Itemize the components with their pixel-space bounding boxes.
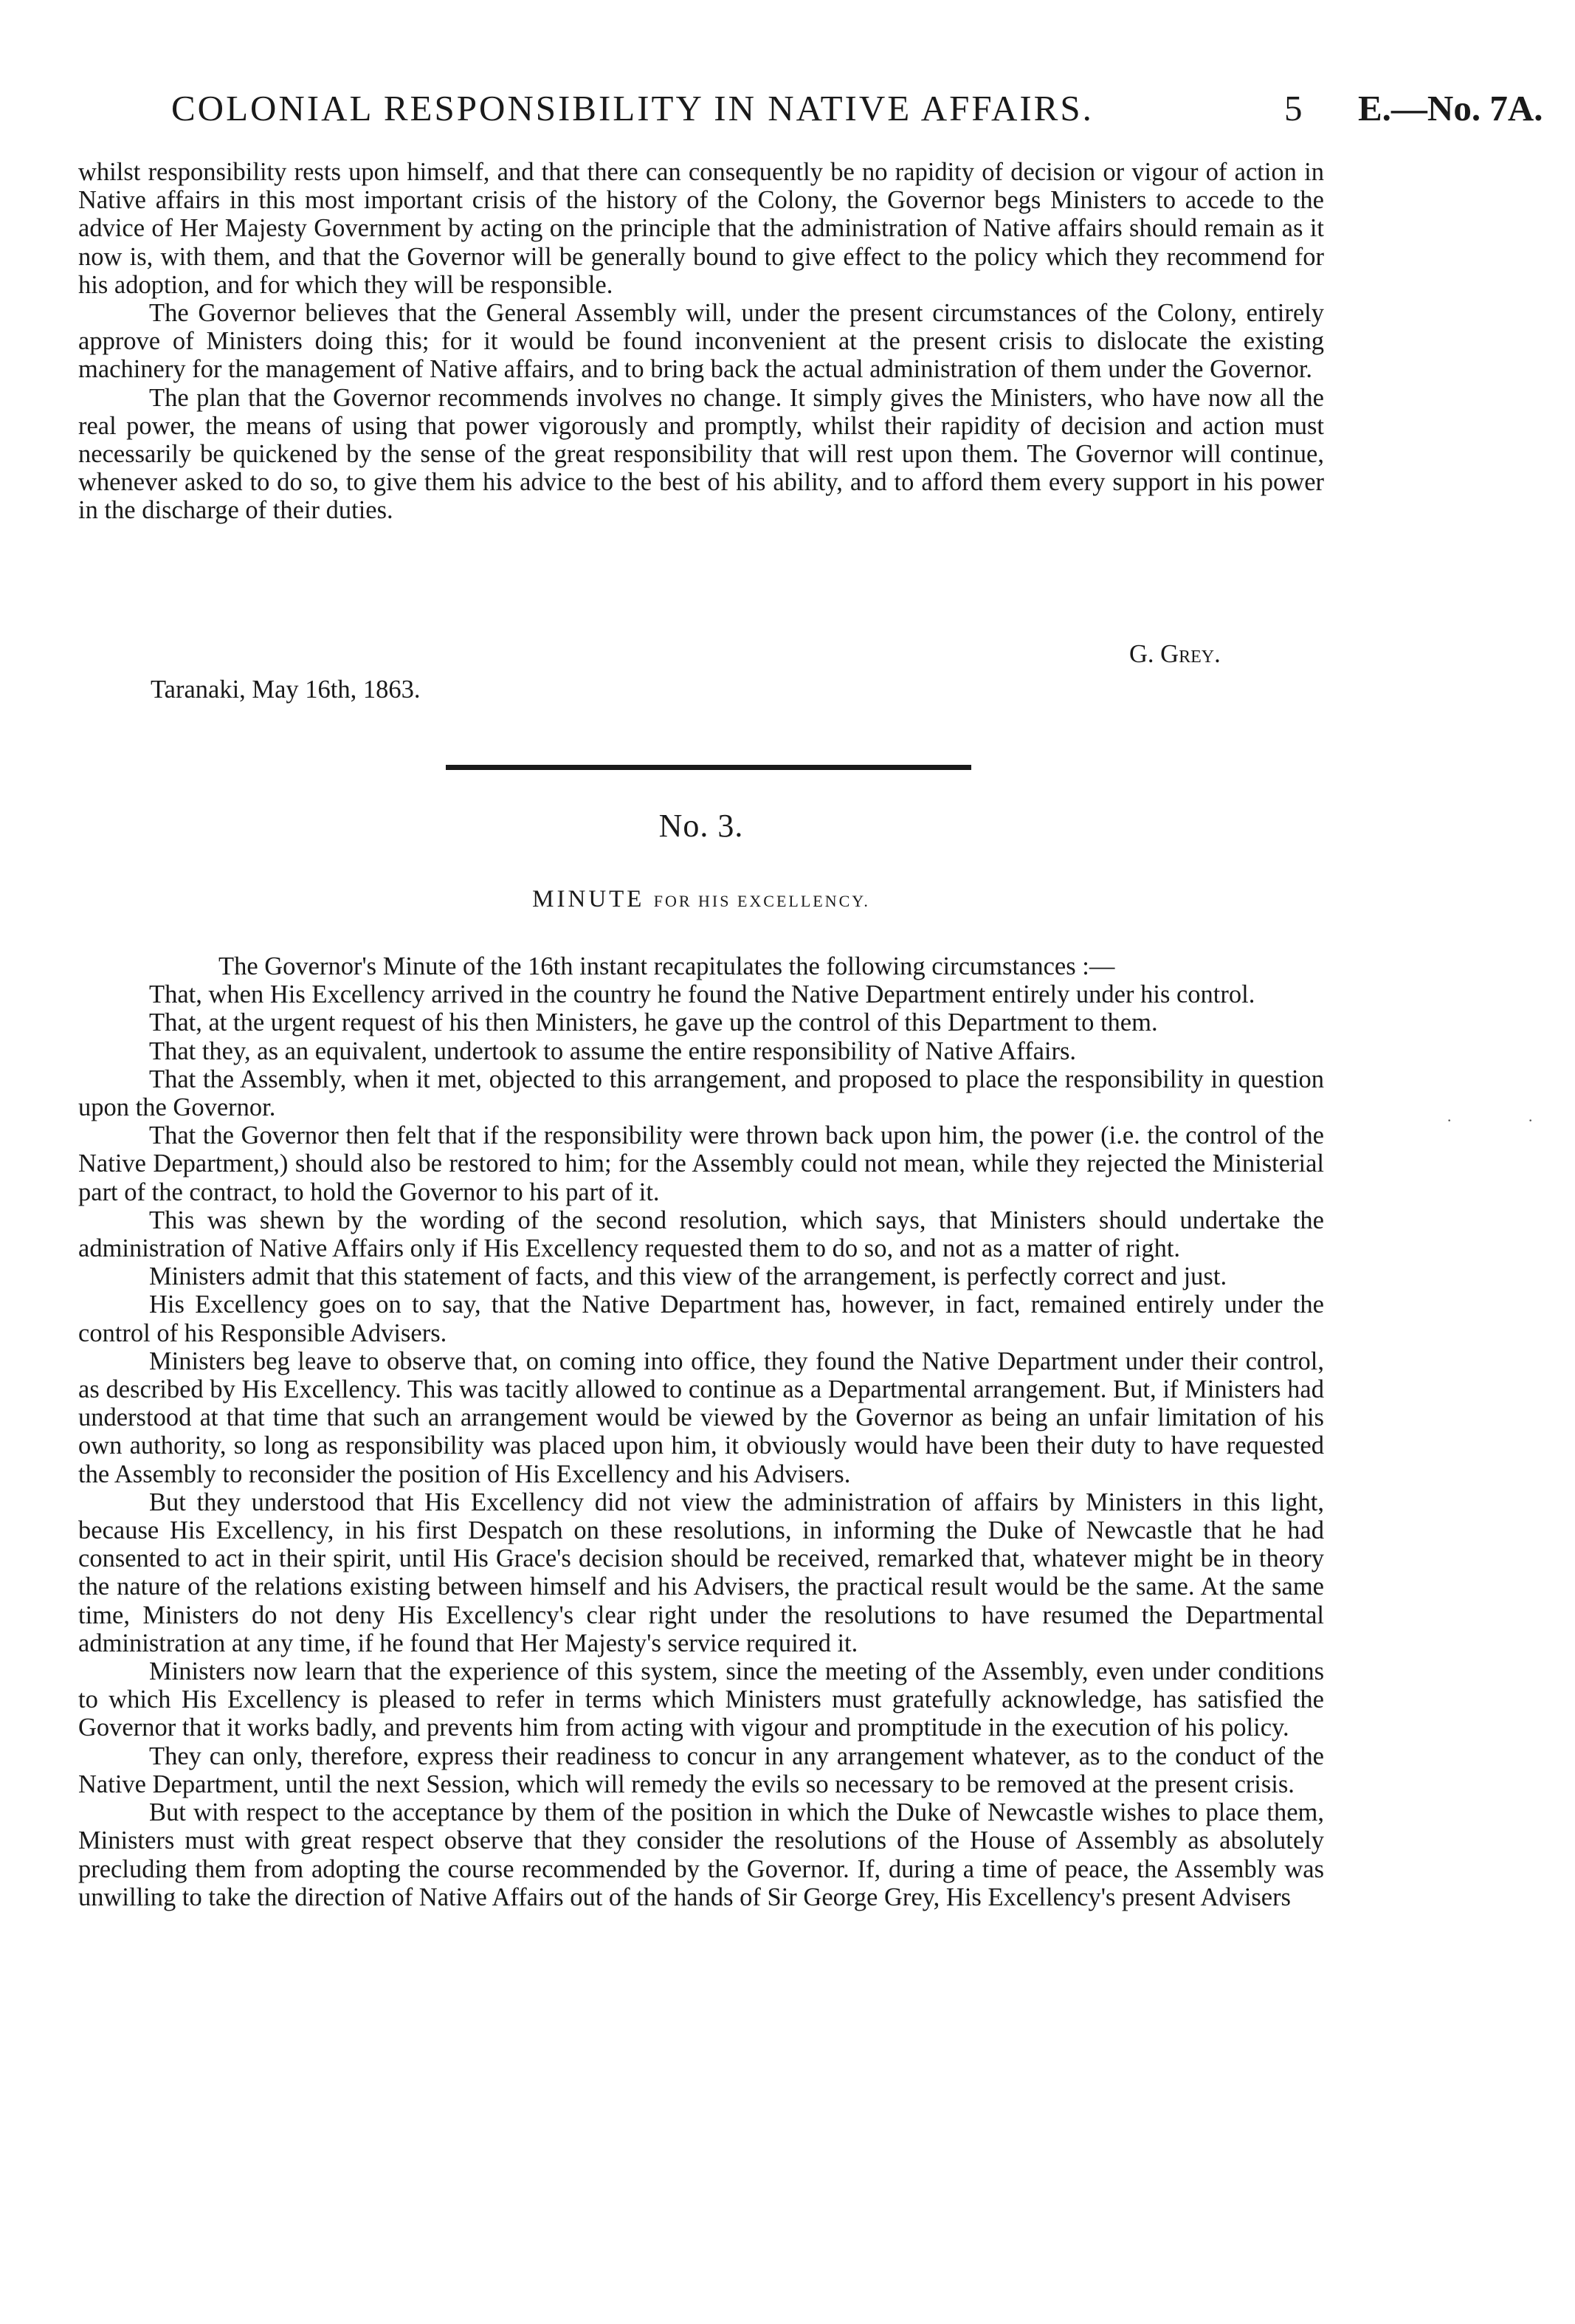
- paragraph: That, when His Excellency arrived in the country he found the Native Department entirely under his control.: [149, 980, 1255, 1009]
- section-divider-rule: [446, 765, 971, 770]
- paragraph: That, at the urgent request of his then Ministers, he gave up the control of this Department to them.: [149, 1008, 1158, 1037]
- paragraph: Ministers now learn that the experience of this system, since the meeting of the Assembly, even under conditions to which His Excellency is pleased to refer in terms which Ministers must gratefully acknowledge, has satisfied the Governor that it works badly, and prevents him from acting with vigour and promptitude in the execution of his policy.: [78, 1657, 1324, 1742]
- minute-heading-sub: FOR HIS EXCELLENCY.: [653, 892, 870, 910]
- place-date-line: Taranaki, May 16th, 1863.: [151, 675, 421, 704]
- paragraph: whilst responsibility rests upon himself, and that there can consequently be no rapidity of decision or vigour of action in Native affairs in this most important crisis of the history of the Colony, the Governor begs Ministers to accede to the advice of Her Majesty Government by acting on the principle that the administration of Native affairs should remain as it now is, with them, and that the Governor will be generally bound to give effect to the policy which they recommend for his adoption, and for which they will be responsible.: [78, 158, 1324, 299]
- section2-body: [78, 952, 1324, 1911]
- document-number: No. 3.: [658, 808, 744, 844]
- document-reference: E.—No. 7A.: [1358, 88, 1543, 128]
- paragraph: The Governor believes that the General Assembly will, under the present circumstances of the Colony, entirely approve of Ministers doing this; for it would be found inconvenient at the present crisis to dislocate the existing machinery for the management of Native affairs, and to bring back the actual administration of them under the Governor.: [78, 299, 1324, 384]
- margin-speck: ·: [1528, 1111, 1534, 1130]
- paragraph: They can only, therefore, express their readiness to concur in any arrangement whatever, as to the conduct of the Native Department, until the next Session, which will remedy the evils so necessary to be removed at the present crisis.: [78, 1742, 1324, 1798]
- margin-speck: ·: [1447, 1111, 1452, 1130]
- paragraph: Ministers beg leave to observe that, on coming into office, they found the Native Department under their control, as described by His Excellency. This was tacitly allowed to continue as a Departmental arrangement. But, if Ministers had understood at that time that such an arrangement would be viewed by the Governor as being an unfair limitation of his own authority, so long as responsibility was placed upon him, it obviously would have been their duty to have requested the Assembly to reconsider the position of His Excellency and his Advisers.: [78, 1347, 1324, 1488]
- signature: G. Grey.: [1129, 640, 1221, 668]
- paragraph: The Governor's Minute of the 16th instant recapitulates the following circumstances :—: [218, 952, 1115, 980]
- paragraph: That the Assembly, when it met, objected to this arrangement, and proposed to place the responsibility in question upon the Governor.: [78, 1065, 1324, 1122]
- paragraph: But with respect to the acceptance by them of the position in which the Duke of Newcastle wishes to place them, Ministers must with great respect observe that they consider the resolutions of the House of Assembly as absolutely precluding them from adopting the course recommended by the Governor. If, during a time of peace, the Assembly was unwilling to take the direction of Native Affairs out of the hands of Sir George Grey, His Excellency's present Advisers: [78, 1798, 1324, 1911]
- paragraph: This was shewn by the wording of the second resolution, which says, that Ministers should undertake the administration of Native Affairs only if His Excellency requested them to do so, and not as a matter of right.: [78, 1206, 1324, 1263]
- paragraph: His Excellency goes on to say, that the Native Department has, however, in fact, remained entirely under the control of his Responsible Advisers.: [78, 1290, 1324, 1347]
- paragraph: That the Governor then felt that if the responsibility were thrown back upon him, the power (i.e. the control of the Native Department,) should also be restored to him; for the Assembly could not mean, while they rejected the Ministerial part of the contract, to hold the Governor to his part of it.: [78, 1121, 1324, 1206]
- paragraph: The plan that the Governor recommends involves no change. It simply gives the Ministers, who have now all the real power, the means of using that power vigorously and promptly, whilst their rapidity of decision and action must necessarily be quickened by the sense of the great responsibility that will rest upon them. The Governor will continue, whenever asked to do so, to give them his advice to the best of his ability, and to afford them every support in his power in the discharge of their duties.: [78, 383, 1324, 525]
- paragraph: Ministers admit that this statement of facts, and this view of the arrangement, is perfectly correct and just.: [149, 1262, 1227, 1291]
- running-header-title: COLONIAL RESPONSIBILITY IN NATIVE AFFAIRS.: [171, 88, 1094, 128]
- section1-body: [78, 158, 1324, 525]
- minute-heading: [0, 886, 1402, 913]
- minute-heading-main: MINUTE: [532, 886, 645, 912]
- paragraph: That they, as an equivalent, undertook to assume the entire responsibility of Native Affairs.: [149, 1036, 1077, 1065]
- page-number: 5: [1284, 88, 1303, 128]
- paragraph: But they understood that His Excellency did not view the administration of affairs by Ministers in this light, because His Excellency, in his first Despatch on these resolutions, in informing the Duke of Newcastle that he had consented to act in their spirit, until His Grace's decision should be received, remarked that, whatever might be in theory the nature of the relations existing between himself and his Advisers, the practical result would be the same. At the same time, Ministers do not deny His Excellency's clear right under the resolutions to have resumed the Departmental administration at any time, if he found that Her Majesty's service required it.: [78, 1488, 1324, 1657]
